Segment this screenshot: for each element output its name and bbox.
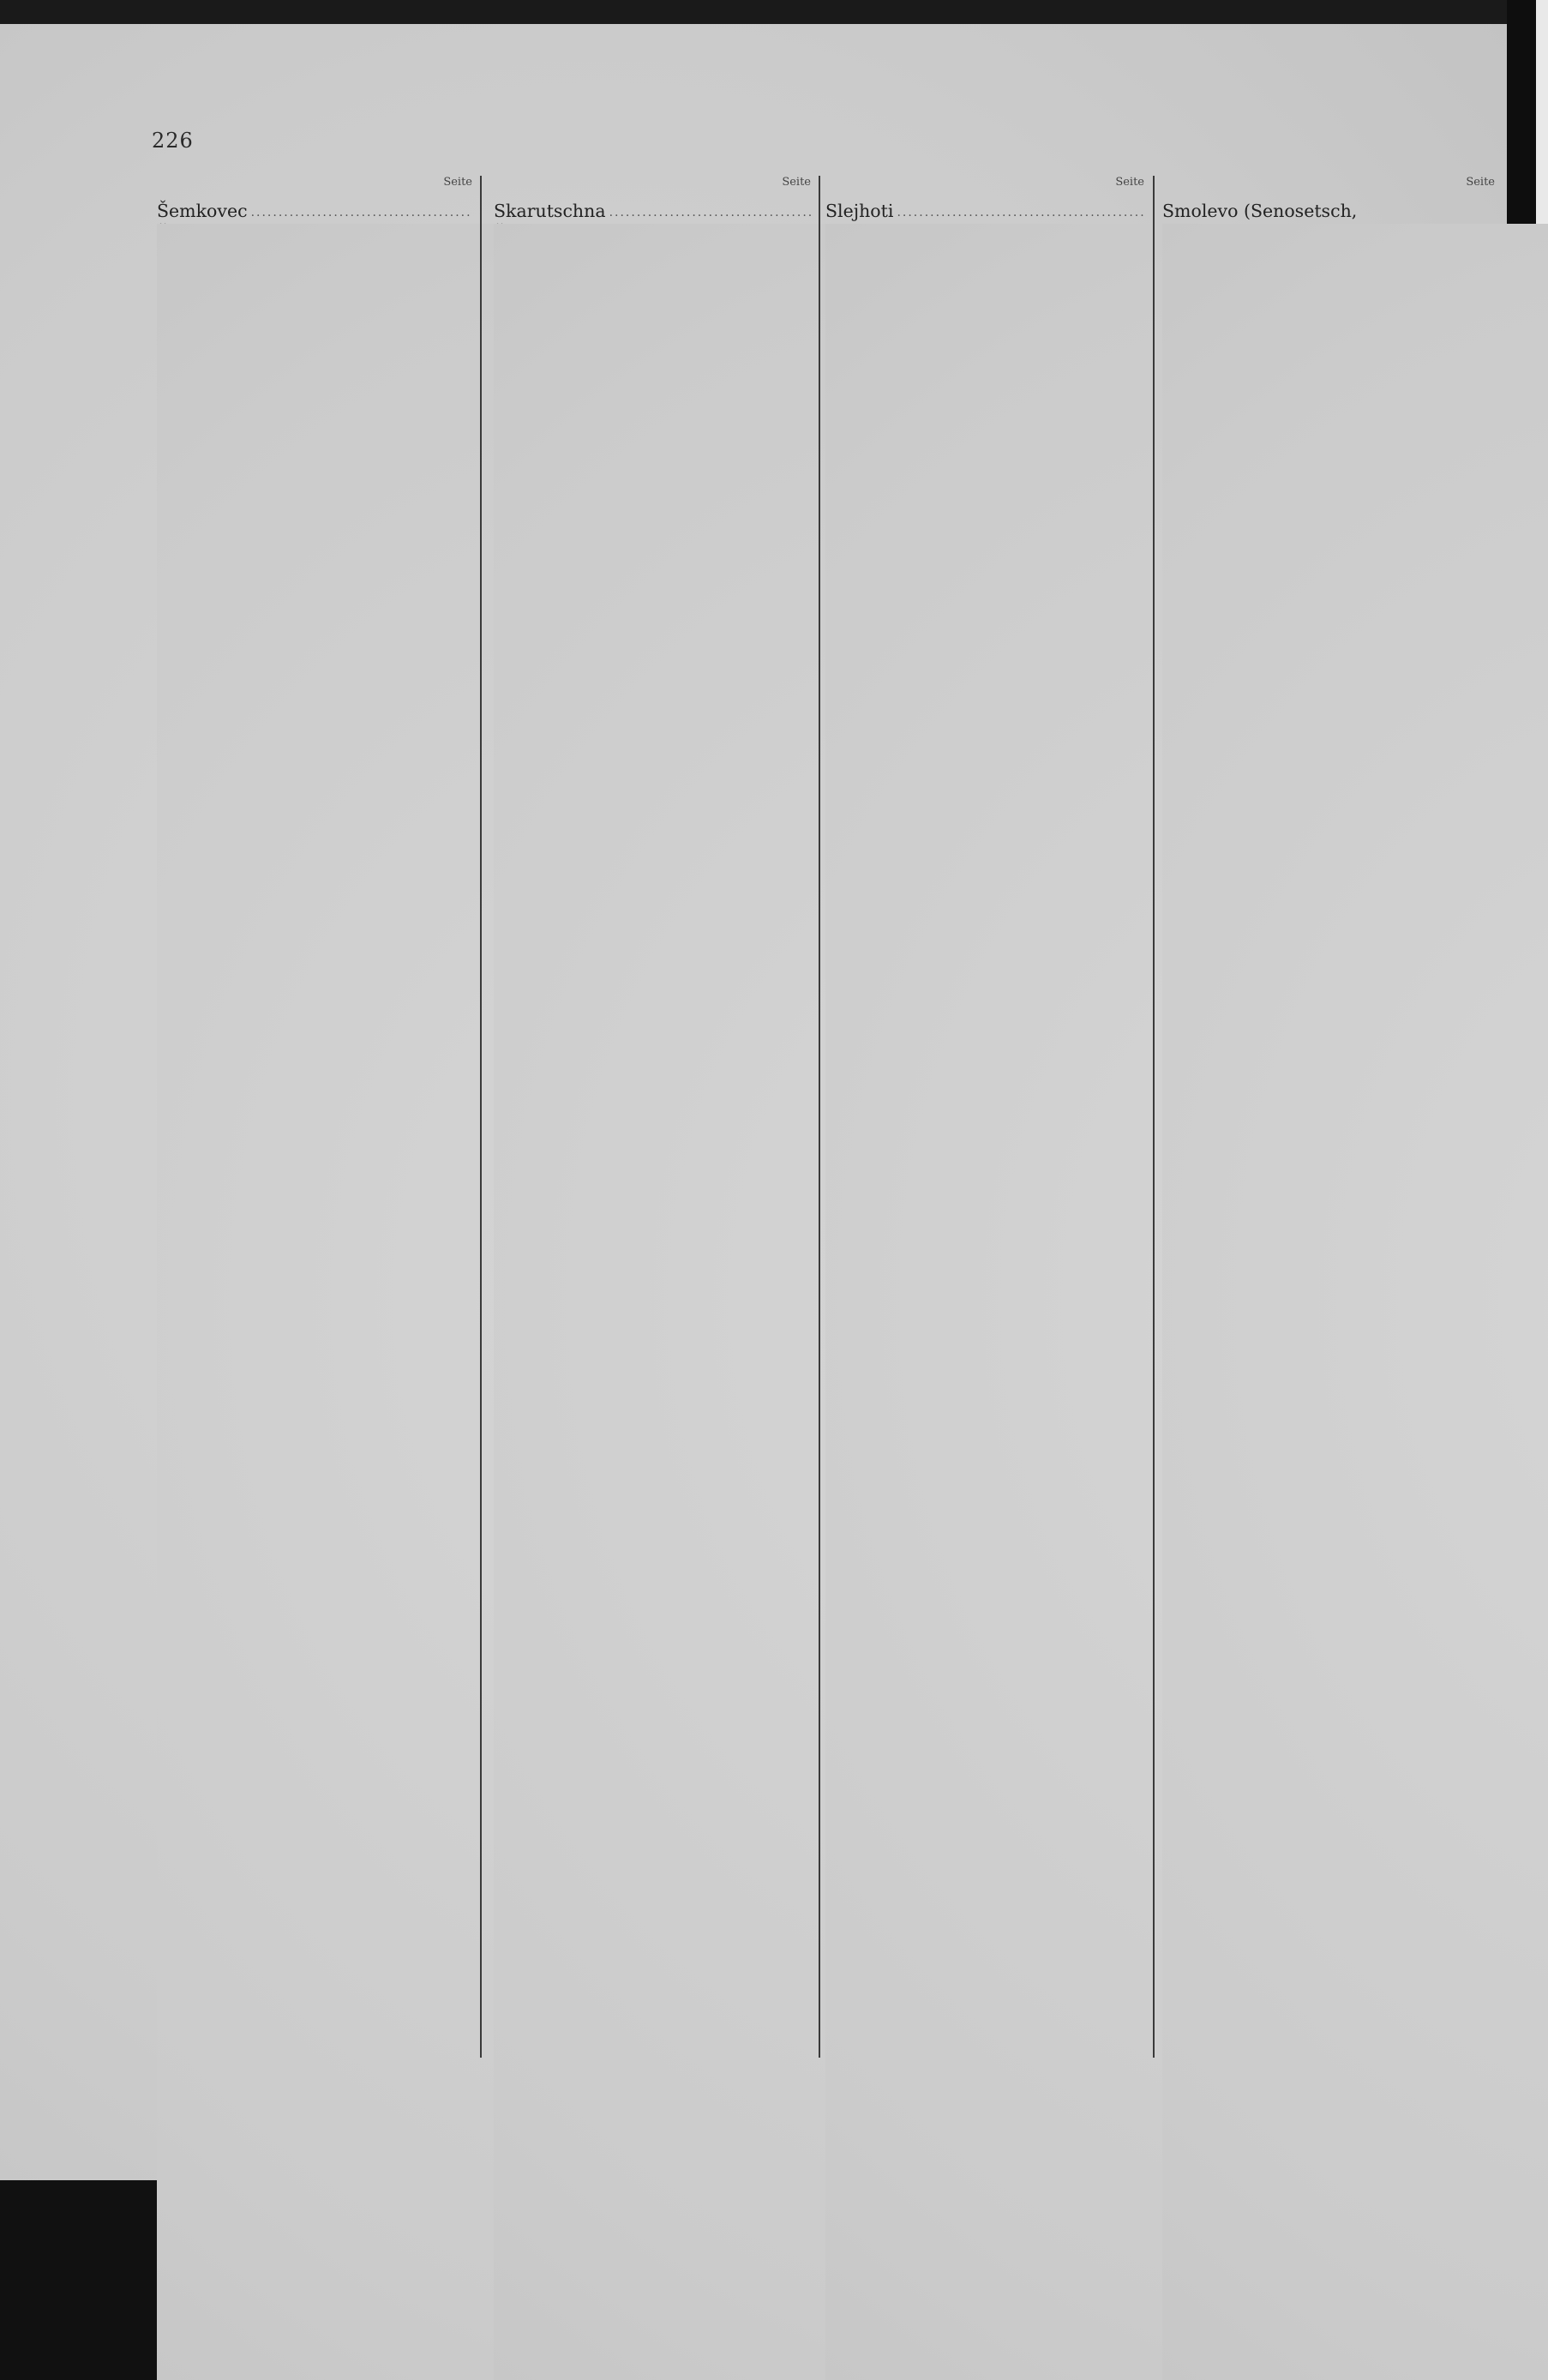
index-entry (1162, 1958, 1498, 1981)
column-header-seite: Seite (782, 176, 811, 189)
entry-list (825, 200, 1148, 2004)
entry-list (1162, 200, 1498, 1981)
column-header-seite: Seite (443, 176, 472, 189)
column-divider (1153, 176, 1155, 2058)
column-divider (480, 176, 482, 2058)
entry-list (494, 200, 814, 2004)
entry-list (157, 200, 476, 2004)
entry-name: Skarutschna (494, 201, 606, 221)
index-column-2 (494, 176, 814, 2062)
index-entry (825, 200, 1148, 223)
scan-border-top (0, 0, 1548, 24)
column-divider (819, 176, 820, 2058)
entry-page-number (1162, 224, 1548, 2380)
leader-dots (251, 202, 472, 223)
page-number: 226 (152, 129, 194, 153)
index-column-1 (157, 176, 476, 2062)
entry-name: Smolevo (Senosetsch, (1162, 201, 1358, 221)
index-entry (157, 1981, 476, 2004)
index-entry (825, 1981, 1148, 2004)
entry-name: Slejhoti (825, 201, 894, 221)
index-entry (494, 200, 814, 223)
column-header-seite: Seite (1115, 176, 1144, 189)
column-header-seite: Seite (1466, 176, 1495, 189)
index-entry (157, 200, 476, 223)
index-entry (494, 1981, 814, 2004)
index-entry (1162, 200, 1498, 223)
leader-dots (609, 202, 811, 223)
entry-name: Šemkovec (157, 201, 248, 221)
index-column-3 (825, 176, 1148, 2062)
leader-dots (897, 202, 1144, 223)
index-column-4 (1162, 176, 1498, 2062)
